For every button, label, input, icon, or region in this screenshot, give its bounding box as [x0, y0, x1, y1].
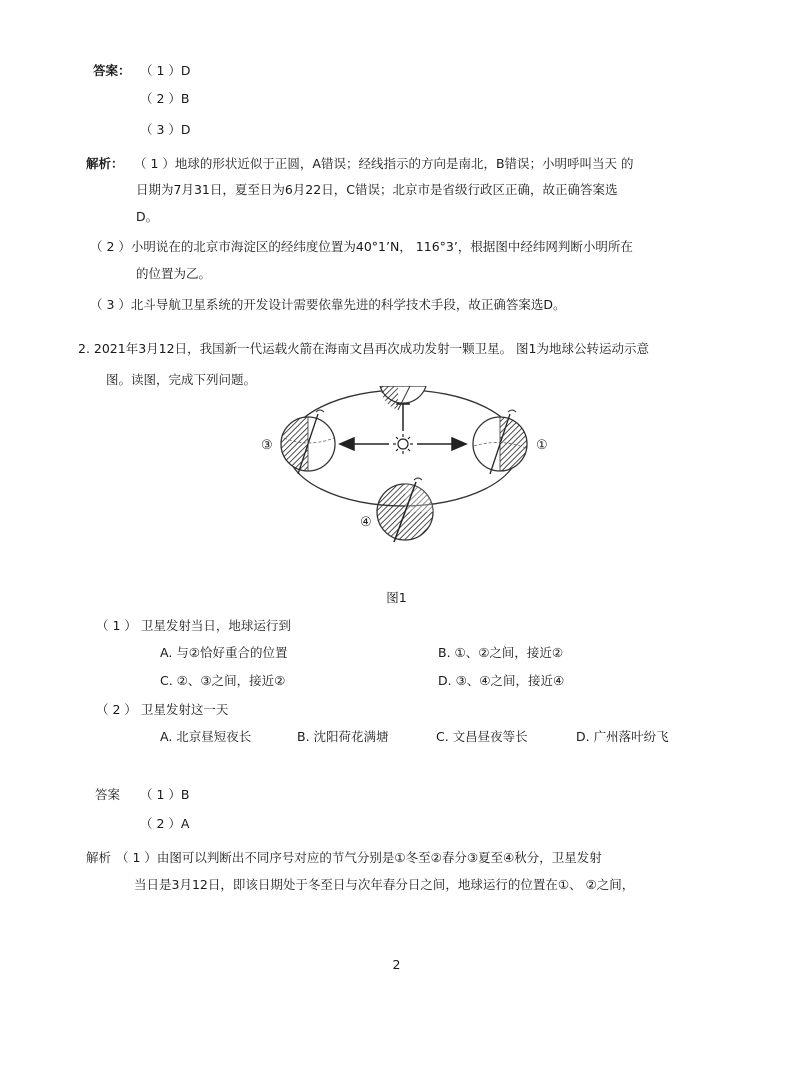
question-stem: 2. 2021年3月12日，我国新一代运载火箭在海南文昌再次成功发射一颗卫星。 图1为地球公转运动示意 — [78, 341, 649, 356]
analysis-text: D。 — [136, 209, 159, 224]
analysis-text: 的位置为乙。 — [136, 266, 212, 281]
option-a: A. 与②恰好重合的位置 — [160, 645, 288, 660]
figure-caption: 图1 — [386, 590, 407, 605]
answer-line: （ 1 ）D — [140, 63, 191, 78]
analysis-text: （ 3 ）北斗导航卫星系统的开发设计需要依靠先进的科学技术手段，故正确答案选D。 — [90, 297, 566, 312]
position-label-1: ① — [536, 438, 548, 453]
sun-icon — [393, 434, 413, 454]
analysis-text: 当日是3月12日，即该日期处于冬至日与次年春分日之间，地球运行的位置在①、 ②之间， — [134, 877, 635, 892]
earth-position-4 — [377, 478, 433, 542]
option-a: A. 北京昼短夜长 — [160, 729, 252, 744]
option-d: D. ③、④之间，接近④ — [438, 673, 565, 688]
answer-line: （ 3 ）D — [140, 122, 191, 137]
analysis-text: 日期为7月31日，夏至日为6月22日，C错误；北京市是省级行政区正确，故正确答案选 — [136, 182, 618, 197]
page-number: 2 — [392, 957, 401, 972]
option-c: C. 文昌昼夜等长 — [436, 729, 528, 744]
answer-line: （ 1 ）B — [140, 787, 190, 802]
analysis-text: （ 1 ）地球的形状近似于正圆，A错误；经线指示的方向是南北，B错误；小明呼叫当天 的 — [134, 156, 634, 171]
answer-label: 答案： — [93, 63, 131, 78]
earth-position-1 — [473, 410, 527, 474]
option-d: D. 广州落叶纷飞 — [576, 729, 669, 744]
option-b: B. ①、②之间，接近② — [438, 645, 564, 660]
option-c: C. ②、③之间，接近② — [160, 673, 286, 688]
option-b: B. 沈阳荷花满塘 — [297, 729, 389, 744]
question-stem: 图。读图，完成下列问题。 — [106, 372, 257, 387]
sub-question-stem: （ 1 ） 卫星发射当日，地球运行到 — [96, 618, 291, 633]
analysis-label: 解析： — [86, 156, 124, 171]
analysis-label: 解析 — [86, 850, 112, 865]
analysis-text: （ 1 ）由图可以判断出不同序号对应的节气分别是①冬至②春分③夏至④秋分，卫星发射 — [116, 850, 602, 865]
position-label-4: ④ — [360, 515, 372, 530]
earth-position-3 — [281, 410, 335, 474]
position-label-3: ③ — [261, 438, 273, 453]
answer-line: （ 2 ）A — [140, 816, 190, 831]
answer-line: （ 2 ）B — [140, 91, 190, 106]
analysis-text: （ 2 ）小明说在的北京市海淀区的经纬度位置为40°1’N， 116°3’，根据图中经纬网判断小明所在 — [90, 239, 633, 254]
earth-revolution-diagram — [258, 386, 548, 546]
answer-label: 答案 — [95, 787, 121, 802]
sub-question-stem: （ 2 ） 卫星发射这一天 — [96, 702, 229, 717]
